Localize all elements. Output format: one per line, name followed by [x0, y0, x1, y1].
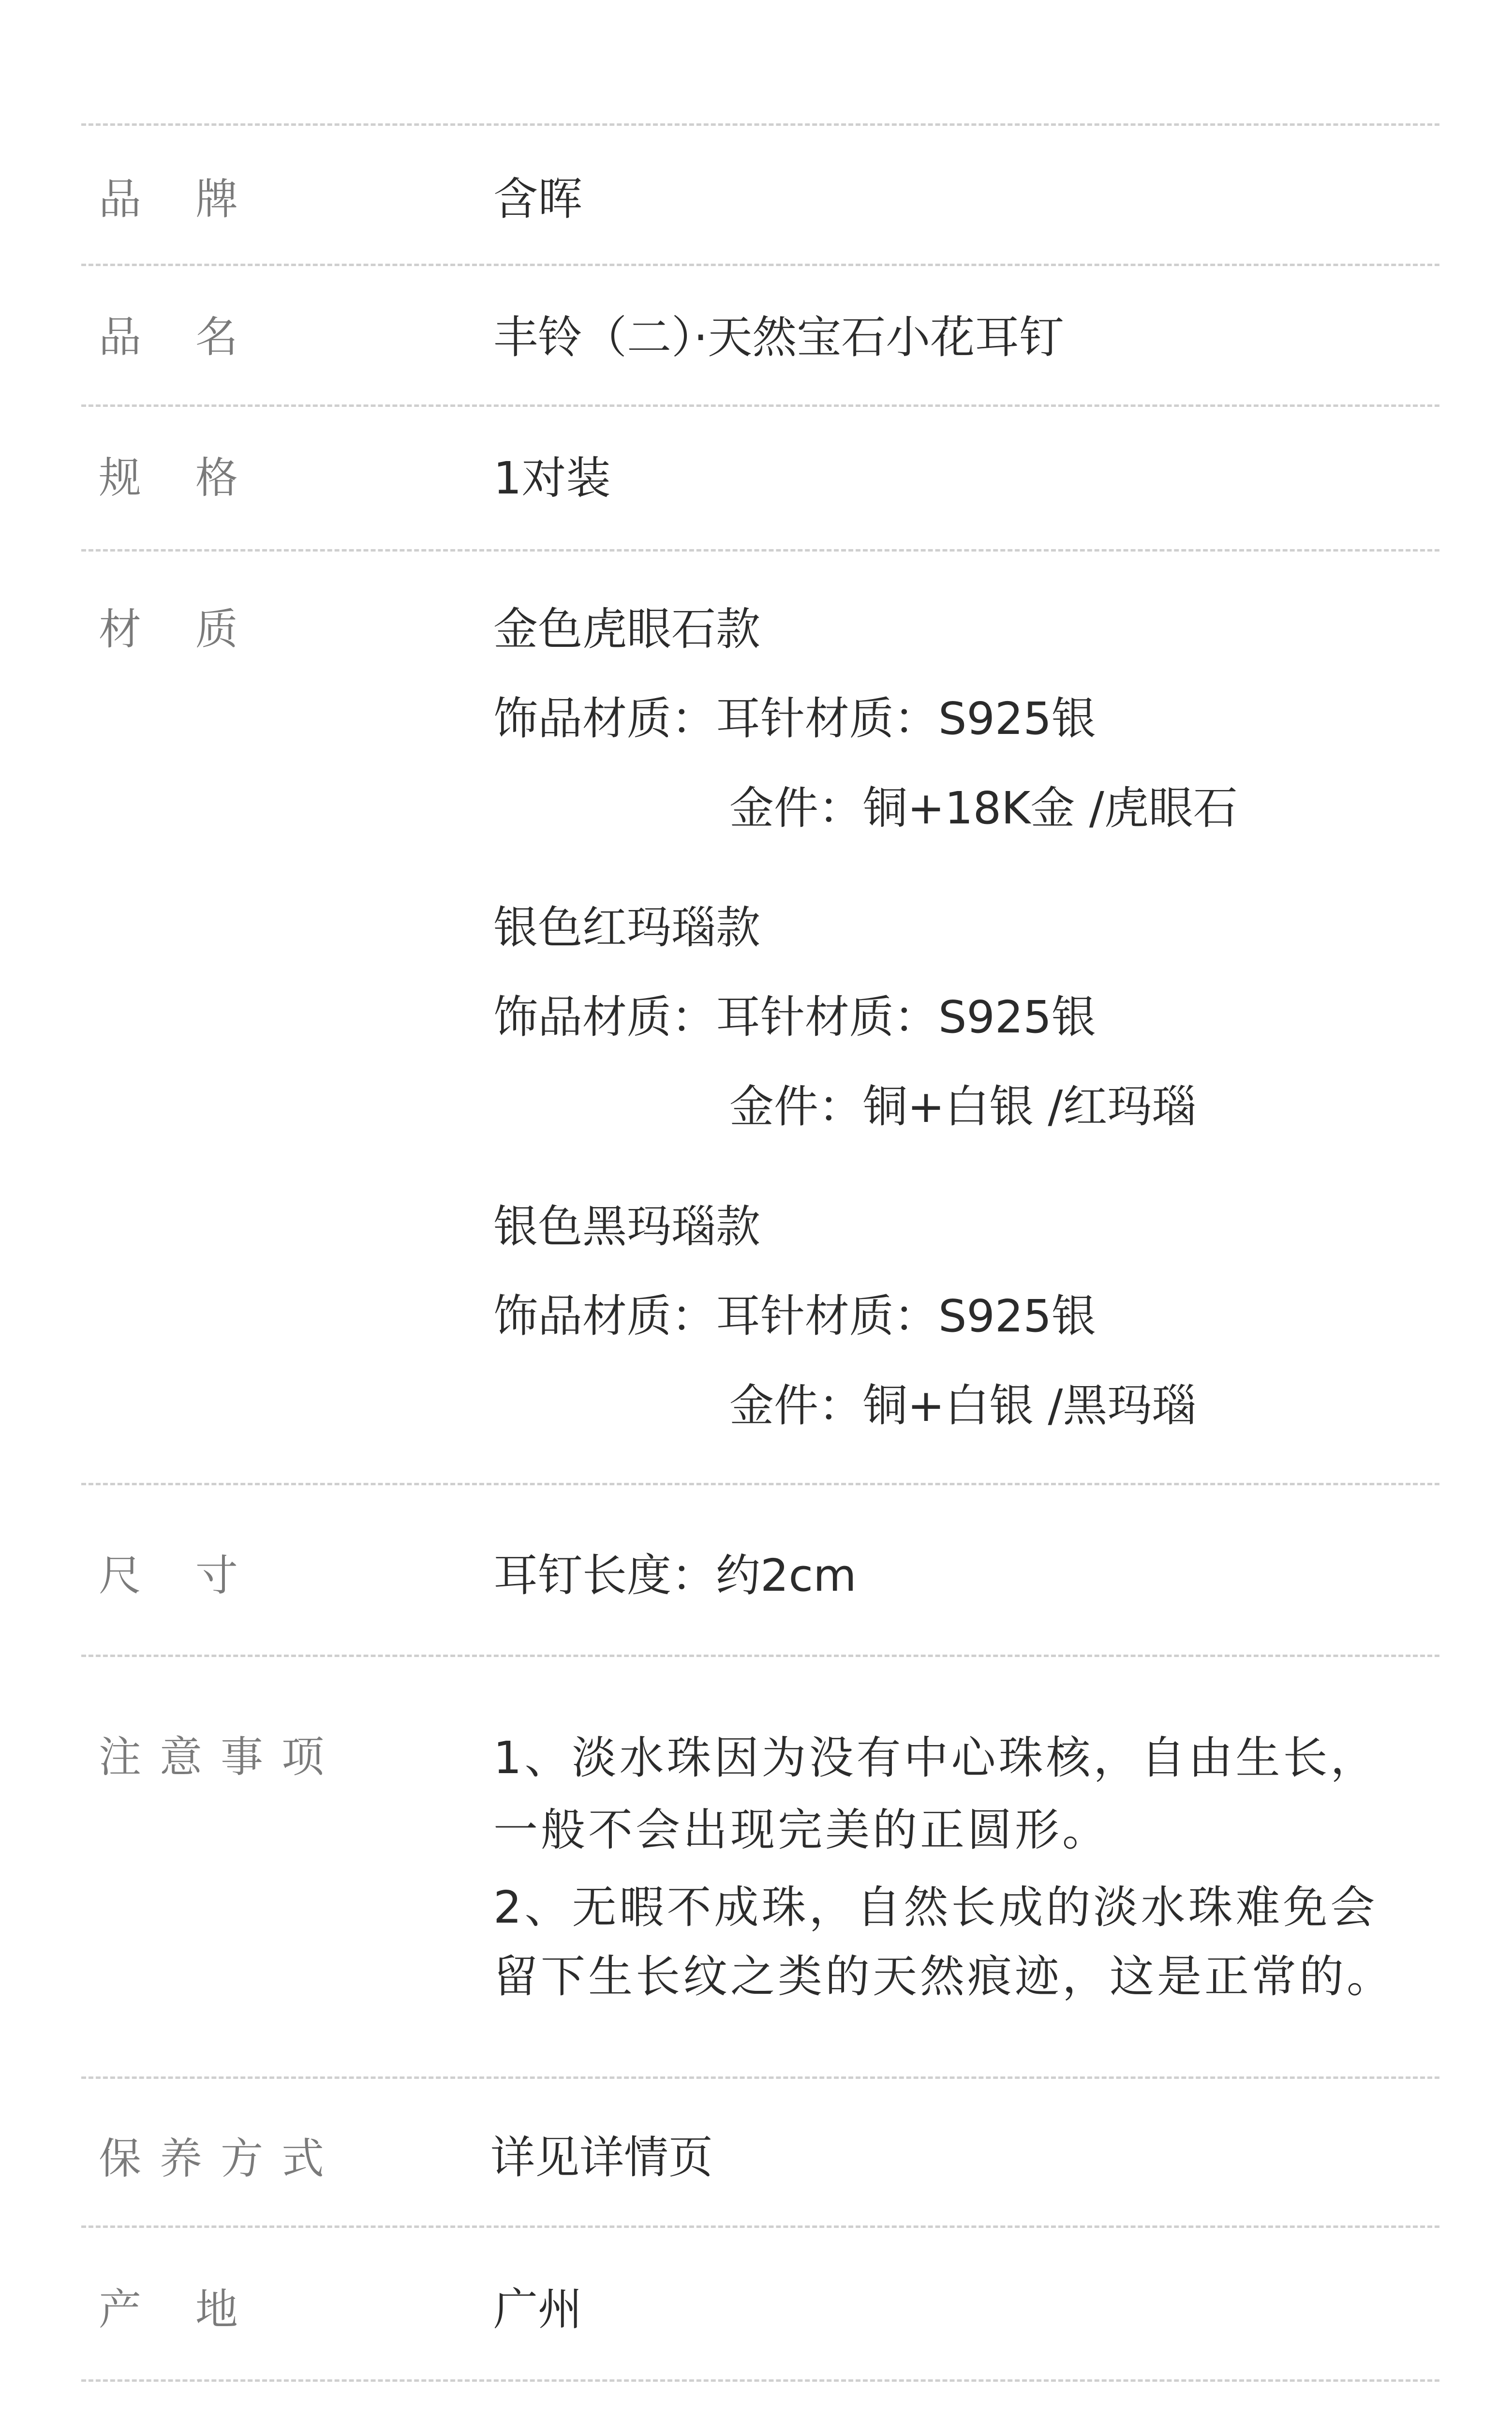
care-value: 详见详情页	[490, 2132, 713, 2183]
variant-material-line: 饰品材质：耳针材质：S925银	[493, 1290, 1096, 1342]
notes-line: 留下生长纹之类的天然痕迹，这是正常的。	[493, 1951, 1394, 2002]
size-label: 尺 寸	[99, 1551, 238, 1600]
divider	[81, 264, 1439, 266]
variant-metal-line: 金件：铜+白银 /黑玛瑙	[729, 1380, 1197, 1432]
care-label: 保养方式	[99, 2134, 343, 2183]
variant-title: 银色黑玛瑙款	[493, 1201, 761, 1253]
spec-label: 规 格	[99, 453, 238, 503]
divider	[81, 404, 1439, 407]
divider	[81, 549, 1439, 552]
spec-value: 1对装	[493, 452, 611, 504]
divider	[81, 123, 1439, 126]
brand-value: 含晖	[493, 173, 583, 225]
divider	[81, 2225, 1439, 2228]
origin-label: 产 地	[99, 2285, 238, 2334]
variant-title: 金色虎眼石款	[493, 603, 761, 655]
variant-title: 银色红玛瑙款	[493, 902, 761, 954]
divider	[81, 2379, 1439, 2382]
material-label: 材 质	[99, 604, 238, 654]
notes-line: 2、无暇不成珠，自然长成的淡水珠难免会	[493, 1881, 1378, 1933]
variant-material-line: 饰品材质：耳针材质：S925银	[493, 693, 1096, 745]
variant-metal-line: 金件：铜+白银 /红玛瑙	[729, 1081, 1197, 1133]
notes-line: 1、淡水珠因为没有中心珠核，自由生长，	[493, 1732, 1378, 1784]
brand-label: 品 牌	[99, 174, 238, 224]
origin-value: 广州	[493, 2284, 583, 2335]
product-name-label: 品 名	[99, 312, 238, 362]
divider	[81, 1655, 1439, 1657]
variant-material-line: 饰品材质：耳针材质：S925银	[493, 991, 1096, 1043]
notes-label: 注意事项	[99, 1732, 343, 1782]
divider	[81, 1483, 1439, 1485]
notes-line: 一般不会出现完美的正圆形。	[493, 1804, 1110, 1856]
variant-metal-line: 金件：铜+18K金 /虎眼石	[729, 782, 1238, 834]
divider	[81, 2076, 1439, 2079]
size-value: 耳钉长度：约2cm	[493, 1550, 857, 1601]
product-name-value: 丰铃（二）·天然宝石小花耳钉	[493, 312, 1064, 363]
